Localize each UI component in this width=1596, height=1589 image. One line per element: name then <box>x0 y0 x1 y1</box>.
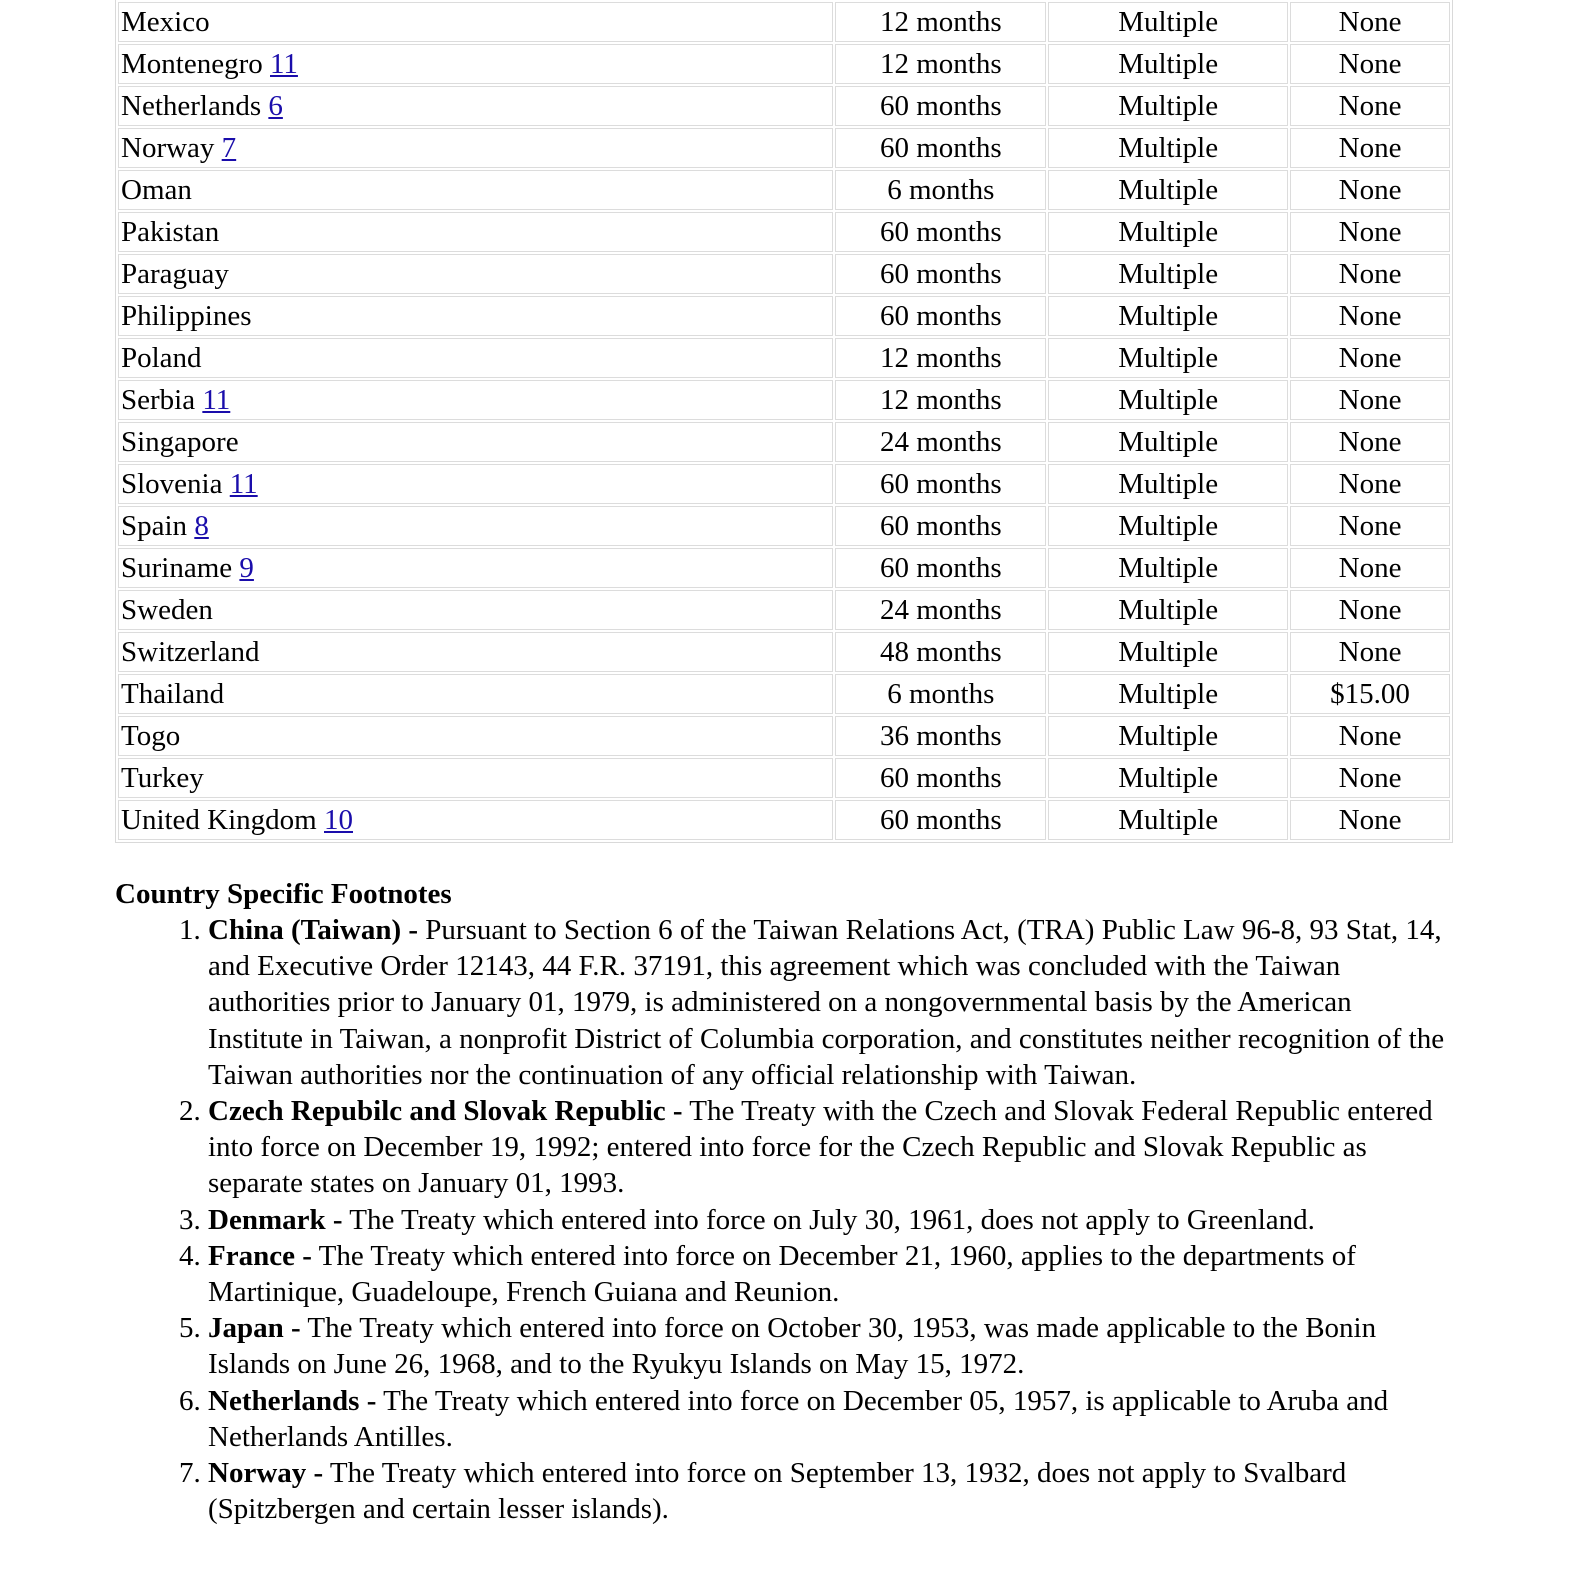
fee-cell: None <box>1290 632 1450 672</box>
country-cell <box>118 128 833 168</box>
footnotes-heading: Country Specific Footnotes <box>115 878 452 910</box>
table-row <box>118 170 1450 210</box>
table-row <box>118 506 1450 546</box>
country-cell <box>118 170 833 210</box>
footnote-text: The Treaty which entered into force on July 30, 1961, does not apply to Greenland. <box>349 1203 1315 1236</box>
footnote-link[interactable]: 9 <box>239 552 254 584</box>
table-row <box>118 128 1450 168</box>
fee-cell: None <box>1290 506 1450 546</box>
validity-cell: 48 months <box>835 632 1046 672</box>
footnote-text: The Treaty which entered into force on September 13, 1932, does not apply to Svalbard (Spitzbergen and certain lesser islands). <box>208 1457 1347 1526</box>
entries-cell: Multiple <box>1048 674 1288 714</box>
fee-cell: None <box>1290 2 1450 42</box>
visa-reciprocity-table <box>115 0 1453 843</box>
fee-cell: None <box>1290 380 1450 420</box>
country-cell <box>118 590 833 630</box>
fee-cell: None <box>1290 548 1450 588</box>
country-cell <box>118 422 833 462</box>
country-cell <box>118 674 833 714</box>
fee-cell: $15.00 <box>1290 674 1450 714</box>
fee-cell: None <box>1290 716 1450 756</box>
table-row <box>118 380 1450 420</box>
footnote-item <box>208 1093 1445 1202</box>
entries-cell: Multiple <box>1048 254 1288 294</box>
country-name: Oman <box>121 174 192 206</box>
table-row <box>118 296 1450 336</box>
country-cell <box>118 506 833 546</box>
country-name: United Kingdom <box>121 804 317 836</box>
validity-cell: 60 months <box>835 296 1046 336</box>
entries-cell: Multiple <box>1048 86 1288 126</box>
entries-cell: Multiple <box>1048 800 1288 840</box>
validity-cell: 60 months <box>835 254 1046 294</box>
table-row <box>118 212 1450 252</box>
fee-cell: None <box>1290 128 1450 168</box>
footnote-country: Czech Repubilc and Slovak Republic - <box>208 1095 683 1128</box>
country-cell <box>118 2 833 42</box>
entries-cell: Multiple <box>1048 212 1288 252</box>
footnote-item <box>208 1202 1445 1238</box>
entries-cell: Multiple <box>1048 590 1288 630</box>
entries-cell: Multiple <box>1048 422 1288 462</box>
country-cell <box>118 212 833 252</box>
country-name: Spain <box>121 510 188 542</box>
entries-cell: Multiple <box>1048 2 1288 42</box>
country-cell <box>118 296 833 336</box>
entries-cell: Multiple <box>1048 296 1288 336</box>
country-name: Mexico <box>121 6 210 38</box>
footnote-item <box>208 912 1445 1093</box>
footnote-link[interactable]: 6 <box>268 90 283 122</box>
footnote-item <box>208 1383 1445 1455</box>
table-row <box>118 800 1450 840</box>
fee-cell: None <box>1290 338 1450 378</box>
entries-cell: Multiple <box>1048 170 1288 210</box>
table-row <box>118 716 1450 756</box>
entries-cell: Multiple <box>1048 632 1288 672</box>
validity-cell: 24 months <box>835 590 1046 630</box>
table-row <box>118 254 1450 294</box>
table-row <box>118 44 1450 84</box>
entries-cell: Multiple <box>1048 716 1288 756</box>
country-name: Switzerland <box>121 636 260 668</box>
country-cell <box>118 338 833 378</box>
entries-cell: Multiple <box>1048 338 1288 378</box>
country-cell <box>118 44 833 84</box>
footnote-link[interactable]: 11 <box>202 384 231 416</box>
table-row <box>118 86 1450 126</box>
footnote-link[interactable]: 11 <box>229 468 258 500</box>
footnotes-section <box>115 876 1445 1527</box>
footnote-item <box>208 1238 1445 1310</box>
validity-cell: 12 months <box>835 380 1046 420</box>
fee-cell: None <box>1290 758 1450 798</box>
country-cell <box>118 380 833 420</box>
validity-cell: 60 months <box>835 212 1046 252</box>
fee-cell: None <box>1290 422 1450 462</box>
entries-cell: Multiple <box>1048 548 1288 588</box>
country-name: Turkey <box>121 762 204 794</box>
validity-cell: 60 months <box>835 506 1046 546</box>
footnote-text: The Treaty with the Czech and Slovak Federal Republic entered into force on December 19, 1992; entered into force for the Czech Republic and Slovak Republic as separate states on January 01, 1993. <box>208 1095 1433 1200</box>
entries-cell: Multiple <box>1048 506 1288 546</box>
country-name: Togo <box>121 720 181 752</box>
country-cell <box>118 86 833 126</box>
fee-cell: None <box>1290 212 1450 252</box>
footnote-country: Denmark - <box>208 1203 343 1236</box>
entries-cell: Multiple <box>1048 128 1288 168</box>
fee-cell: None <box>1290 464 1450 504</box>
fee-cell: None <box>1290 44 1450 84</box>
country-name: Netherlands <box>121 90 262 122</box>
fee-cell: None <box>1290 170 1450 210</box>
country-name: Poland <box>121 342 202 374</box>
country-cell <box>118 548 833 588</box>
footnote-text: The Treaty which entered into force on October 30, 1953, was made applicable to the Bonin Islands on June 26, 1968, and to the Ryukyu Islands on May 15, 1972. <box>208 1312 1377 1381</box>
table-row <box>118 632 1450 672</box>
table-row <box>118 674 1450 714</box>
country-name: Sweden <box>121 594 213 626</box>
country-name: Slovenia <box>121 468 223 500</box>
validity-cell: 60 months <box>835 800 1046 840</box>
country-name: Norway <box>121 132 215 164</box>
validity-cell: 6 months <box>835 674 1046 714</box>
country-name: Pakistan <box>121 216 220 248</box>
validity-cell: 6 months <box>835 170 1046 210</box>
table-row <box>118 758 1450 798</box>
country-cell <box>118 800 833 840</box>
table-row <box>118 548 1450 588</box>
footnote-text: The Treaty which entered into force on December 21, 1960, applies to the departments of Martinique, Guadeloupe, French Guiana and Reunion. <box>208 1239 1356 1309</box>
footnote-country: Japan - <box>208 1312 301 1345</box>
country-cell <box>118 632 833 672</box>
validity-cell: 12 months <box>835 338 1046 378</box>
entries-cell: Multiple <box>1048 464 1288 504</box>
table-row <box>118 2 1450 42</box>
country-name: Serbia <box>121 384 196 416</box>
table-row <box>118 590 1450 630</box>
validity-cell: 60 months <box>835 128 1046 168</box>
table-row <box>118 338 1450 378</box>
country-name: Thailand <box>121 678 225 710</box>
country-name: Suriname <box>121 552 233 584</box>
footnote-link[interactable]: 10 <box>324 804 353 836</box>
country-cell <box>118 464 833 504</box>
fee-cell: None <box>1290 590 1450 630</box>
country-name: Philippines <box>121 300 252 332</box>
validity-cell: 60 months <box>835 464 1046 504</box>
footnote-item <box>208 1455 1445 1527</box>
footnote-country: China (Taiwan) - <box>208 914 419 946</box>
footnote-link[interactable]: 7 <box>221 132 237 164</box>
country-name: Paraguay <box>121 258 229 290</box>
footnotes-list <box>115 912 1445 1527</box>
entries-cell: Multiple <box>1048 380 1288 420</box>
validity-cell: 24 months <box>835 422 1046 462</box>
validity-cell: 12 months <box>835 2 1046 42</box>
fee-cell: None <box>1290 254 1450 294</box>
country-name: Singapore <box>121 426 239 458</box>
country-cell <box>118 758 833 798</box>
country-cell <box>118 254 833 294</box>
validity-cell: 12 months <box>835 44 1046 84</box>
footnote-country: France - <box>208 1239 312 1272</box>
entries-cell: Multiple <box>1048 758 1288 798</box>
fee-cell: None <box>1290 296 1450 336</box>
validity-cell: 36 months <box>835 716 1046 756</box>
fee-cell: None <box>1290 800 1450 840</box>
validity-cell: 60 months <box>835 758 1046 798</box>
table-row <box>118 422 1450 462</box>
fee-cell: None <box>1290 86 1450 126</box>
validity-cell: 60 months <box>835 86 1046 126</box>
footnote-item <box>208 1310 1445 1382</box>
footnote-text: Pursuant to Section 6 of the Taiwan Relations Act, (TRA) Public Law 96-8, 93 Stat, 14, and Executive Order 12143, 44 F.R. 37191, this agreement which was concluded with the Taiwan authorities prior to January 01, 1979, is administered on a nongovernmental basis by the American Institute in Taiwan, a nonprofit District of Columbia corporation, and constitutes neither recognition of the Taiwan authorities nor the continuation of any official relationship with Taiwan. <box>208 914 1445 1091</box>
footnote-link[interactable]: 11 <box>270 48 298 80</box>
country-name: Montenegro <box>121 48 263 80</box>
footnote-text: The Treaty which entered into force on December 05, 1957, is applicable to Aruba and Netherlands Antilles. <box>208 1384 1389 1453</box>
validity-cell: 60 months <box>835 548 1046 588</box>
entries-cell: Multiple <box>1048 44 1288 84</box>
footnote-country: Netherlands - <box>208 1384 377 1417</box>
footnote-link[interactable]: 8 <box>194 510 209 542</box>
table-row <box>118 464 1450 504</box>
footnote-country: Norway - <box>208 1457 324 1490</box>
country-cell <box>118 716 833 756</box>
